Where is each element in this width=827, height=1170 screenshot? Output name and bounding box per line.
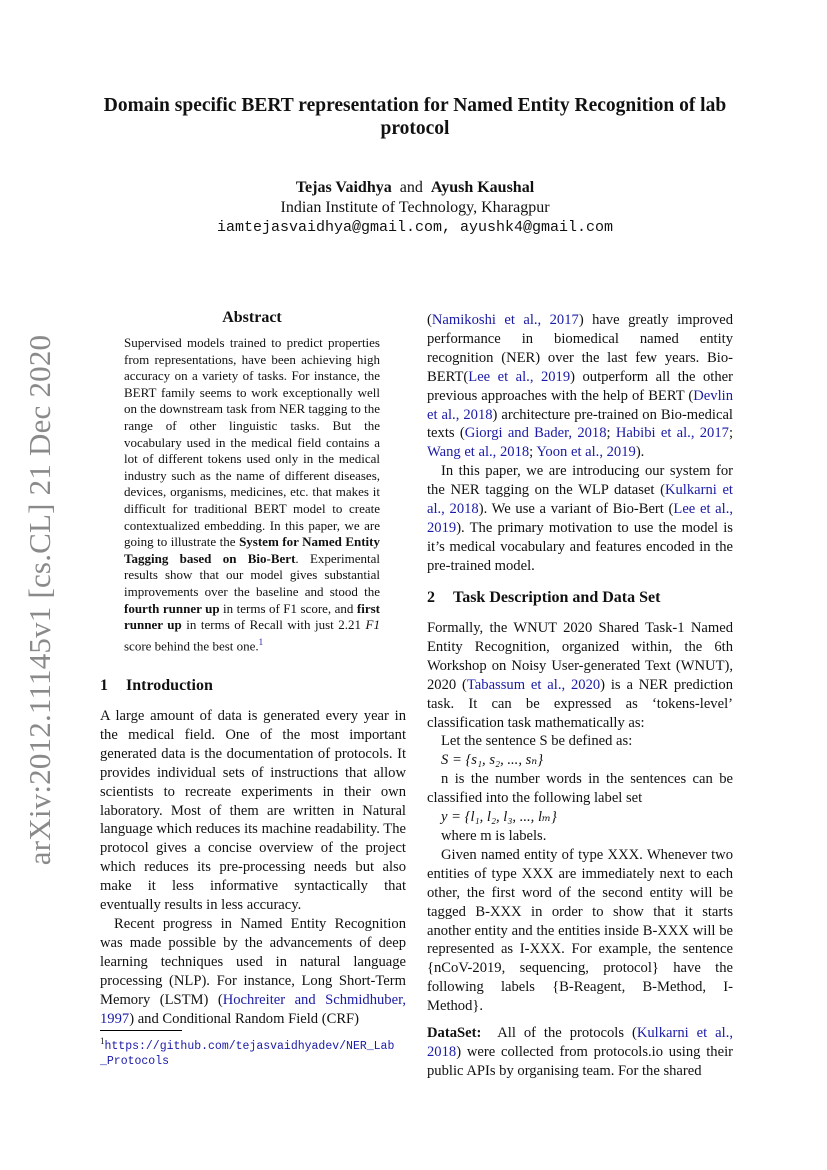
citation-link[interactable]: Habibi et al., 2017: [615, 425, 729, 442]
citation-link[interactable]: Devlin et al., 2018: [427, 387, 733, 423]
task-paragraph-1: [427, 619, 733, 732]
citation-link[interactable]: Kulkarni et al., 2018: [427, 482, 733, 518]
citation-link[interactable]: Lee et al., 2019: [468, 368, 571, 385]
task-s-definition: S = {s₁, s₂, ..., sₙ}: [441, 752, 544, 769]
abstract-text: in terms of F1 score, and: [223, 600, 354, 616]
text: ) architecture pre-trained on Bio-medical texts (: [427, 406, 733, 442]
section-title: Task Description and Data Set: [453, 589, 661, 606]
abstract-bold-fourth: fourth runner up: [124, 600, 220, 616]
section-number: 2: [427, 589, 435, 606]
author-and: and: [399, 179, 423, 196]
author-block: [90, 178, 740, 238]
text: ). We use a variant of Bio-Bert (: [478, 501, 674, 518]
abstract-text: . Experimental results show that our model gives substantial improvements over the baseline and stood the: [124, 550, 380, 599]
citation-link[interactable]: Wang et al., 2018: [427, 444, 530, 461]
text: ) outperform all the other previous approaches with the help of BERT (: [427, 368, 733, 404]
citation-link[interactable]: Hochreiter and Schmidhuber, 1997: [100, 991, 406, 1027]
task-where-line: where m is labels.: [441, 827, 547, 844]
text: Formally, the WNUT 2020 Shared Task-1 Named Entity Recognition, organized within, the 6th Workshop on Noisy User-generated Text (WNUT), 2020 (: [427, 620, 733, 693]
abstract-text: in terms of Recall with just 2.21: [186, 617, 362, 633]
section-heading-introduction: [100, 677, 406, 695]
affiliation: Indian Institute of Technology, Kharagpur: [280, 199, 550, 216]
paper-title: Domain specific BERT representation for Named Entity Recognition of lab protocol: [103, 95, 727, 139]
dataset-label: DataSet:: [427, 1025, 482, 1042]
citation-link[interactable]: Namikoshi et al., 2017: [431, 312, 579, 328]
right-intro-body: [427, 311, 733, 576]
abstract-bold-first: first runner up: [124, 600, 381, 633]
citation-link[interactable]: Yoon et al., 2019: [536, 444, 636, 461]
author-names: [90, 178, 740, 198]
text: In this paper, we are introducing our system for the NER tagging on the WLP dataset (: [427, 463, 733, 499]
citation-link[interactable]: Tabassum et al., 2020: [466, 676, 601, 693]
citation-link[interactable]: Giorgi and Bader, 2018: [464, 425, 607, 442]
text: ) is a NER prediction task. It can be expressed as ‘tokens-level’ classification task mathematically as:: [427, 676, 733, 731]
right-intro-paragraph-2: [427, 462, 733, 575]
task-y-definition: y = {l₁, l₂, l₃, ..., lₘ}: [441, 809, 557, 826]
section-number: 1: [100, 677, 108, 694]
footnote: [100, 1034, 400, 1069]
text: ;: [529, 444, 537, 461]
intro-paragraph-2: [100, 915, 406, 1028]
arxiv-stamp-text: arXiv:2012.11145v1 [cs.CL] 21 Dec 2020: [22, 334, 57, 866]
footnote-rule: [100, 1030, 182, 1031]
section-title: Introduction: [126, 677, 213, 694]
task-body: [427, 619, 733, 1081]
footnote-url-link[interactable]: https://github.com/tejasvaidhyadev/NER_Lab_Protocols: [100, 1039, 395, 1068]
abstract-text: Supervised models trained to predict properties from representations, have been achieving high accuracy on a variety of tasks. For instance, the BERT family seems to work exceptionally well on the downstream task from NER tagging to the range of other linguistic tasks. But the vocabulary used in the medical field contains a lot of different tokens used only in the medical industry such as the name of different diseases, devices, organisms, medicines, etc. that makes it difficult for traditional BERT model to create contextualized embedding. In this paper, we are going to illustrate the: [124, 335, 380, 550]
text: ;: [606, 425, 616, 442]
task-paragraph-2: Given named entity of type XXX. Whenever two entities of type XXX are immediately next to each other, the first word of the second entity will be tagged B-XXX in order to show that it starts another entity and the entities inside B-XXX will be represented as I-XXX. For example, the sentence {nCoV-2019, sequencing, protocol} have the following labels {B-Reagent, B-Method, I-Method}.: [427, 846, 733, 1015]
arxiv-stamp: [20, 334, 60, 866]
abstract-text: score behind the best one.: [124, 638, 259, 654]
introduction-body: [100, 707, 406, 1028]
footnote-ref[interactable]: 1: [258, 636, 264, 647]
task-let-line: Let the sentence S be defined as:: [441, 733, 633, 750]
author-emails: iamtejasvaidhya@gmail.com, ayushk4@gmail.com: [216, 219, 614, 236]
citation-link[interactable]: Lee et al., 2019: [427, 501, 734, 536]
author-2: Ayush Kaushal: [430, 179, 535, 196]
dataset-paragraph: [427, 1024, 733, 1081]
text: ;: [728, 425, 734, 442]
text: (: [427, 312, 432, 328]
citation-link[interactable]: Kulkarni et al., 2018: [427, 1025, 733, 1060]
text: ) were collected from protocols.io using their public APIs by organising team. For the shared: [427, 1043, 733, 1079]
abstract-body: [124, 335, 380, 655]
text: Recent progress in Named Entity Recognition was made possible by the advancements of deep learning techniques used in natural language processing (NLP). For instance, Long Short-Term Memory (LSTM) (: [100, 915, 406, 1008]
author-1: Tejas Vaidhya: [295, 179, 392, 196]
text: All of the protocols (: [497, 1025, 637, 1042]
text: ). The primary motivation to use the model is it’s medical vocabulary and features encoded in the pre-trained model.: [427, 519, 733, 574]
intro-paragraph-1: A large amount of data is generated every year in the medical field. One of the most important generated data is the documentation of protocols. It provides individual sets of instructions that allow scientists to recreate experiments in their own laboratory. Most of them are written in Natural language which reduces its machine readability. The protocol gives a concise overview of the project which reduces its pre-processing needs but also make it less informative syntactically that eventually results in less accuracy.: [100, 708, 406, 914]
abstract-italic-f1: F1: [365, 617, 380, 633]
right-intro-paragraph-1: [427, 311, 733, 462]
text: ) have greatly improved performance in biomedical named entity recognition (NER) over the last few years. Bio-BERT(: [427, 312, 733, 385]
task-n-line: n is the number words in the sentences can be classified into the following label set: [427, 771, 733, 807]
footnote-mark: 1: [100, 1036, 105, 1046]
abstract-bold-system: System for Named Entity Tagging based on Bio-Bert: [124, 534, 380, 566]
text: ) and Conditional Random Field (CRF): [129, 1010, 360, 1027]
abstract-heading: Abstract: [222, 309, 282, 326]
section-heading-task: [427, 589, 733, 607]
text: ).: [635, 444, 645, 461]
